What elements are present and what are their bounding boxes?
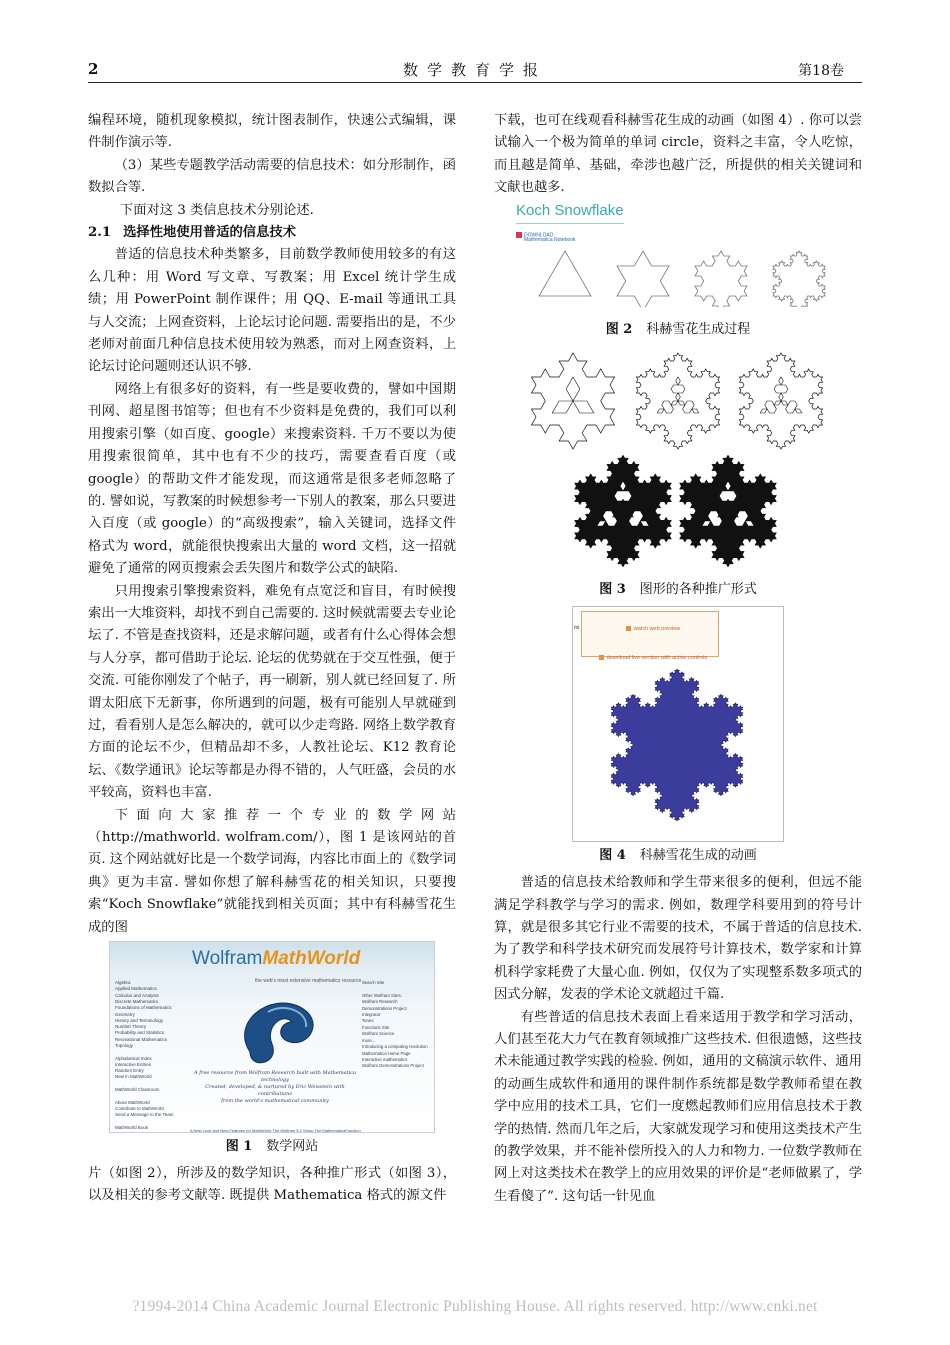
menu-link[interactable]: Alphabetical Index: [115, 1055, 152, 1061]
mathworld-tagline: the web's most extensive mathematics resource: [255, 978, 362, 985]
paragraph: 普适的信息技术种类繁多，目前数学教师使用较多的有这么几种：用 Word 写文章、写教案；用 Excel 统计学生成绩；用 PowerPoint 制作课件；用 QQ、E-mail 等通讯工具与人交流；上网查资料，上论坛讨论问题. 需要指出的是，不少老师对前面几种信息技术使用较为熟悉，而对上网查资料，上论坛讨论问题则还认识不够.: [88, 247, 456, 375]
menu-link[interactable]: Random Entry: [115, 1068, 144, 1074]
koch-iteration-0: [539, 251, 591, 296]
menu-link[interactable]: Discrete Mathematics: [115, 998, 159, 1004]
koch-iteration-2: [695, 251, 747, 307]
mathworld-logo: WolframMathWorld: [192, 948, 361, 970]
menu-link[interactable]: Interactive Entries: [115, 1061, 152, 1067]
menu-link[interactable]: Number Theory: [115, 1024, 147, 1030]
menu-link[interactable]: Algebra: [115, 980, 131, 986]
koch-title: Koch Snowflake: [516, 200, 624, 224]
menu-link[interactable]: Send a Message to the Team: [115, 1112, 174, 1118]
koch-iteration-1: [617, 251, 669, 307]
paragraph: 网络上有很多好的资料，有一些是要收费的，譬如中国期刊网、超星图书馆等；但也有不少资料是免费的，我们可以利用搜索引擎（如百度、google）来搜索资料. 千万不要以为使用搜索很简单，其中也有不少的技巧，需要查看百度（或 google）的帮助文件才能发现，而这通常是很多老师忽略了的. 譬如说，写教案的时候想参考一下别人的教案，那么只要进入百度（或 google）的“高级搜索”，输入关键词，选择文件格式为 word，就能很快搜索出大量的 word 文档，这一招就避免了通常的网页搜索会丢失图片和数学公式的缺陷.: [88, 381, 456, 577]
figure-caption: 图 1 数学网站: [225, 1139, 319, 1155]
paragraph: 编程环境，随机现象模拟，统计图表制作，快速公式编辑，课件制作演示等.: [88, 113, 456, 151]
sidebar-link[interactable]: Interactive mathematics: [362, 1056, 408, 1062]
menu-link[interactable]: Applied Mathematics: [115, 986, 157, 992]
paragraph: 下载，也可在线观看科赫雪花生成的动画（如图 4）. 你可以尝试输入一个极为简单的单词 circle，资料之丰富，令人吃惊，而且越是简单、基础，牵涉也越广泛，所提供的相关关键词和文献也越多.: [494, 113, 862, 196]
sidebar-link[interactable]: Tones: [362, 1018, 374, 1024]
koch-iterations: [513, 243, 843, 307]
3d-surface-image: [210, 982, 340, 1072]
volume-label: 第18卷: [798, 63, 844, 79]
sidebar-link[interactable]: Wolfram Research: [362, 999, 398, 1005]
section-heading: [88, 222, 456, 244]
right-column: [494, 110, 862, 1208]
section-number: 2.1: [88, 225, 112, 241]
figure-2: [494, 200, 862, 340]
paragraph: 普适的信息技术给教师和学生带来很多的便利，但远不能满足学科教学与学习的需求. 例如，数理学科要用到的符号计算，就是很多其它行业不需要的技术，不属于普适的信息技术. 为了教学和科学技术研究而发展符号计算技术，数学家和计算机科学家耗费了大量心血. 例如，仅仅为了实现整系数多项式的因式分解，发表的学术论文就超过千篇.: [494, 875, 862, 1003]
sidebar-link[interactable]: more...: [362, 1037, 376, 1043]
sidebar-link[interactable]: Introducing a computing revolution: [362, 1044, 428, 1050]
sidebar-link[interactable]: Wolfram Demonstrations Project: [362, 1063, 424, 1069]
menu-link[interactable]: New in MathWorld: [115, 1074, 152, 1080]
menu-link[interactable]: Calculus and Analysis: [115, 992, 159, 998]
page-header: [88, 58, 862, 83]
paragraph: （3）某些专题教学活动需要的信息技术：如分形制作，函数拟合等.: [88, 157, 456, 196]
animation-screenshot: mi watch web preview download live version with active controls: [572, 606, 784, 842]
menu-link[interactable]: Foundations of Mathematics: [115, 1005, 172, 1011]
paragraph: 下面对这 3 类信息技术分别论述.: [119, 202, 314, 218]
journal-title: 数学教育学报: [402, 61, 547, 79]
copyright-footer: ?1994-2014 China Academic Journal Electronic Publishing House. All rights reserved. http://www.cnki.net: [132, 1298, 818, 1315]
sidebar-link[interactable]: Search Site: [362, 980, 385, 986]
menu-link[interactable]: MathWorld Book: [115, 1124, 149, 1130]
mathworld-screenshot: [109, 941, 435, 1133]
paragraph: 只用搜索引擎搜索资料，难免有点宽泛和盲目，有时候搜索出一大堆资料，却找不到自己需要的. 这时候就需要去专业论坛了. 不管是查找资料，还是求解问题，或者有什么心得体会想与人分享，都可借助于论坛. 论坛的优势就在于交互性强，便于交流. 可能你刚发了个帖子，再一刷新，别人就已经回复了. 所谓太阳底下无新事，你所遇到的问题，极有可能别人早就碰到过，看看别人是怎么解决的，就可以少走弯路. 网络上数学教育方面的论坛不少，但精品却不多，人教社论坛、K12 教育论坛、《数学通讯》论坛等都是办得不错的，人气旺盛，会员的水平较高，资料也丰富.: [88, 583, 456, 801]
koch-variant-inner: [760, 377, 802, 413]
left-column: [88, 110, 456, 1208]
menu-link[interactable]: Probability and Statistics: [115, 1030, 165, 1036]
menu-link[interactable]: MathWorld Classroom: [115, 1087, 160, 1093]
download-link[interactable]: DOWNLOAD Mathematica Notebook: [516, 232, 840, 243]
koch-variant-inner: [657, 377, 699, 413]
figure-caption: 图 4 科赫雪花生成的动画: [599, 848, 757, 864]
menu-item-preview[interactable]: watch web preview: [588, 618, 718, 640]
section-title: 选择性地使用普适的信息技术: [123, 225, 296, 241]
figure-caption: 图 3 图形的各种推广形式: [599, 582, 757, 598]
mathworld-news: A New Look and New Features for MathWorld The Wolfram 5.2 Setup The MathematicaFunction: [190, 1128, 361, 1134]
menu-link[interactable]: About MathWorld: [115, 1099, 150, 1105]
menu-link[interactable]: Topology: [115, 1043, 134, 1048]
sidebar-link[interactable]: Integrator: [362, 1012, 381, 1018]
figure-1: [88, 941, 456, 1157]
sidebar-link[interactable]: Mathematica Home Page: [362, 1050, 411, 1056]
sidebar-link[interactable]: Other Wolfram Sites:: [362, 992, 402, 998]
figure-caption: 图 2 科赫雪花生成过程: [605, 321, 751, 337]
figure-3: [494, 346, 862, 600]
menu-item-download[interactable]: download live version with active controls: [588, 647, 718, 669]
koch-variant-inner: [552, 377, 594, 413]
paragraph: 下面向大家推荐一个专业的数学网站（http://mathworld. wolfram.com/），图 1 是该网站的首页. 这个网站就好比是一个数学词海，内容比市面上的《数学词典》更为丰富. 譬如你想了解科赫雪花的相关知识，只要搜索“Koch Snowflake”就能找到相关页面；其中有科赫雪花生成的图: [88, 807, 456, 935]
download-icon: [516, 232, 522, 238]
mathworld-sidebar: [362, 980, 428, 1070]
koch-snowflake-blue: [611, 669, 743, 821]
sidebar-link[interactable]: Functions Site: [362, 1024, 390, 1030]
koch-iteration-3: [773, 251, 825, 307]
koch-animation-frame: [573, 607, 783, 841]
figure-4: [494, 606, 862, 866]
menu-link[interactable]: Contribute to MathWorld: [115, 1105, 164, 1111]
sidebar-link[interactable]: Wolfram Science: [362, 1031, 395, 1037]
menu-link[interactable]: Geometry: [115, 1011, 135, 1017]
mathworld-menu: [115, 980, 173, 1131]
page-number: 2: [88, 60, 99, 78]
menu-link[interactable]: History and Terminology: [115, 1017, 164, 1023]
paragraph: 片（如图 2），所涉及的数学知识，各种推广形式（如图 3），以及相关的参考文献等. 既提供 Mathematica 格式的源文件: [88, 1166, 456, 1204]
mathworld-intro: A free resource from Wolfram Research built with Mathematica technology Created, developed, & nurtured by Eric Weisstein with contributions from the world's mathematical community: [194, 1070, 356, 1105]
sidebar-link[interactable]: Demonstrations Project: [362, 1005, 407, 1011]
paragraph: 有些普适的信息技术表面上看来适用于教学和学习活动，人们甚至花大力气在教育领域推广这些技术. 但很遗憾，这些技术未能通过教学实践的检验. 例如，通用的文稿演示软件、通用的动画生成软件和通用的课件制作系统都是数学教师希望在教学中应用的技术工具，它们一度燃起教师们应用信息技术于教学的热情. 然而几年之后，大家就发现学习和使用这类技术产生的教学效果，并不能补偿所投入的人力和物力. 一位数学教师在网上对这类技术在教学上的应用效果的评价是“老师做累了，学生看傻了”. 这句话一针见血: [494, 1009, 862, 1204]
menu-link[interactable]: Recreational Mathematics: [115, 1036, 168, 1042]
koch-generalizations: [513, 346, 843, 568]
